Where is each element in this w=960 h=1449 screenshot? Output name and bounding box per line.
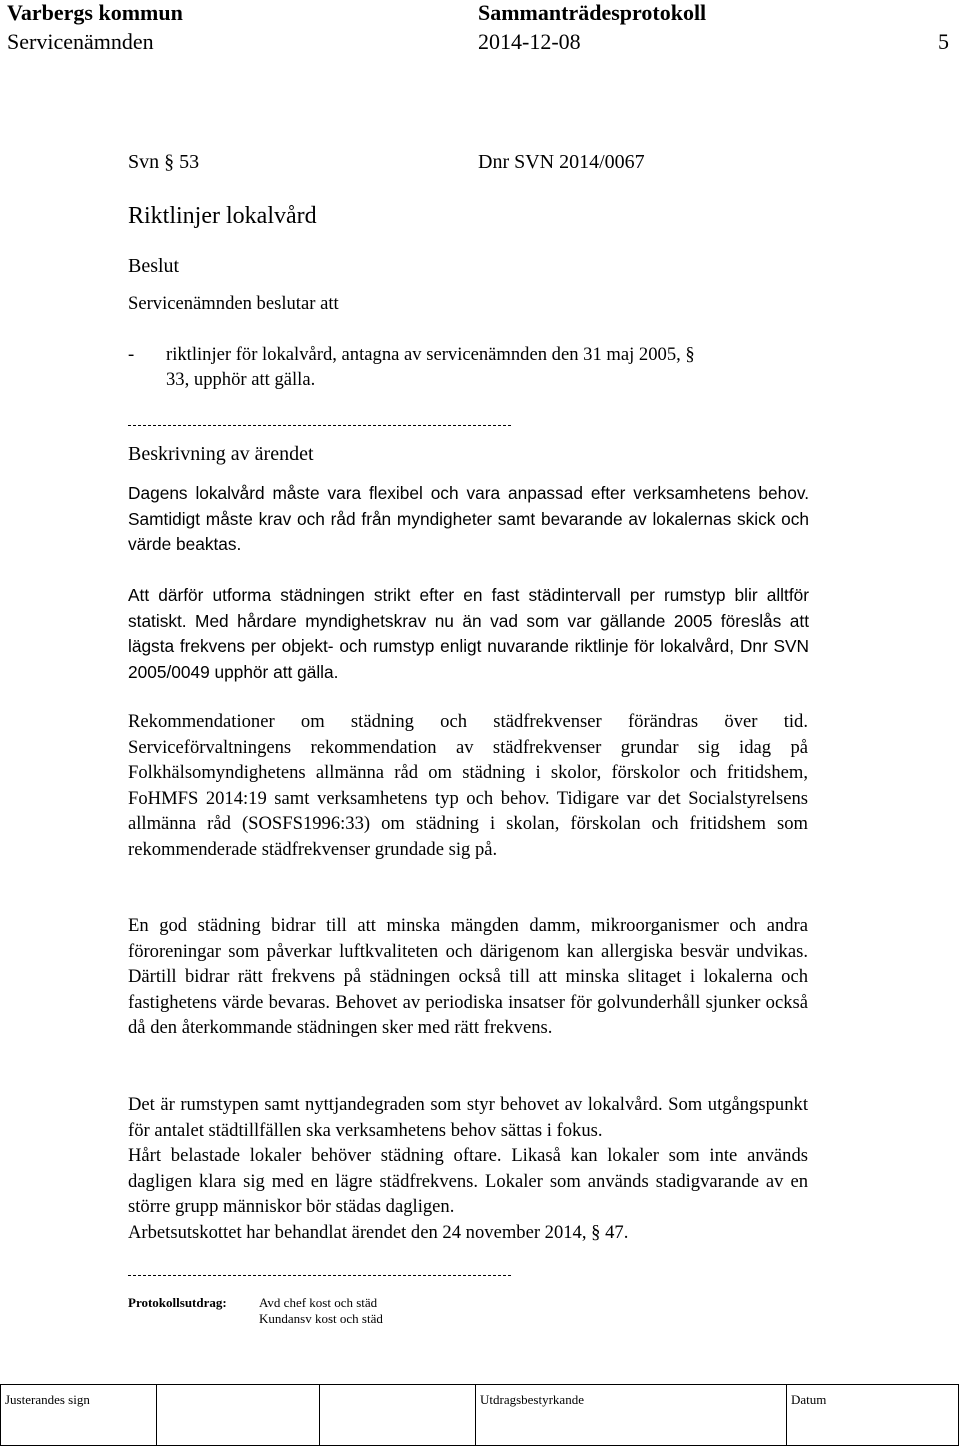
decision-heading: Beslut bbox=[128, 255, 180, 277]
page-title: Riktlinjer lokalvård bbox=[128, 203, 317, 229]
page-number: 5 bbox=[938, 29, 949, 54]
decision-item-line1: riktlinjer för lokalvård, antagna av servicenämnden den 31 maj 2005, § bbox=[166, 344, 695, 365]
date-label: Datum bbox=[791, 1392, 827, 1407]
certification-label: Utdragsbestyrkande bbox=[480, 1392, 584, 1407]
description-heading: Beskrivning av ärendet bbox=[128, 443, 314, 465]
extract-recipient-2: Kundansv kost och städ bbox=[259, 1311, 383, 1326]
certification-cell bbox=[475, 1385, 786, 1445]
description-paragraph-5 bbox=[128, 1092, 808, 1245]
description-paragraph-3: Rekommendationer om städning och städfrekvenser förändras över tid. Serviceförvaltningens rekommendation av städfrekvenser grundar sig idag på Folkhälsomyndighetens allmänna råd om städning i skolor, förskolor och fritidshem, FoHMFS 2014:19 samt verksamhetens typ och behov. Tidigare var det Socialstyrelsens allmänna råd (SOSFS1996:33) om städning i skolan, förskolan och fritidshem som rekommenderade städfrekvenser grundade sig på. bbox=[128, 711, 808, 860]
sign-label: Justerandes sign bbox=[5, 1392, 90, 1407]
separator-line bbox=[128, 425, 511, 426]
sign-cell bbox=[1, 1385, 156, 1445]
signature-footer bbox=[0, 1384, 959, 1446]
description-paragraph-5b: Hårt belastade lokaler behöver städning oftare. Likaså kan lokaler som inte används dagligen klara sig med en lägre städfrekvens. Lokaler som används stadigvarande av en större grupp människor bör städas dagligen. bbox=[128, 1145, 808, 1217]
extract-label: Protokollsutdrag: bbox=[128, 1295, 227, 1310]
description-paragraph-5c: Arbetsutskottet har behandlat ärendet den 24 november 2014, § 47. bbox=[128, 1221, 629, 1243]
sign-cell-3 bbox=[319, 1385, 475, 1445]
committee-name: Servicenämnden bbox=[7, 29, 154, 54]
description-paragraph-5a: Det är rumstypen samt nyttjandegraden som styr behovet av lokalvård. Som utgångspunkt för antalet städtillfällen ska verksamhetens behov sättas i fokus. bbox=[128, 1094, 808, 1141]
case-number: Svn § 53 bbox=[128, 151, 200, 173]
description-paragraph-4: En god städning bidrar till att minska mängden damm, mikroorganismer och andra föroreningar som påverkar luftkvaliteten och därigenom kan allergiska besvär undvikas. Därtill bidrar rätt frekvens på städningen också till att minska slitaget i lokalerna och fastighetens värde bevaras. Behovet av periodiska insatser för golvunderhåll sjunker också då den återkommande städningen sker med rätt frekvens. bbox=[128, 915, 808, 1038]
description-paragraph-1: Dagens lokalvård måste vara flexibel och vara anpassad efter verksamhetens behov. Samtidigt måste krav och råd från myndigheter samt bevarande av lokalernas skick och värde beaktas. bbox=[128, 483, 809, 554]
decision-item-dash: - bbox=[128, 344, 135, 365]
document-type: Sammanträdesprotokoll bbox=[478, 0, 707, 25]
case-dnr: Dnr SVN 2014/0067 bbox=[478, 151, 645, 173]
meeting-date: 2014-12-08 bbox=[478, 29, 581, 54]
sign-cell-2 bbox=[156, 1385, 319, 1445]
date-cell bbox=[786, 1385, 958, 1445]
separator-line-bottom bbox=[128, 1275, 511, 1276]
description-paragraph-2: Att därför utforma städningen strikt efter en fast städintervall per rumstyp blir alltför statiskt. Med hårdare myndighetskrav nu än vad som var gällande 2005 föreslås att lägsta frekvens per objekt- och rumstyp enligt nuvarande riktlinje för lokalvård, Dnr SVN 2005/0049 upphör att gälla. bbox=[128, 585, 809, 682]
decision-item-line2: 33, upphör att gälla. bbox=[166, 369, 316, 390]
decision-intro: Servicenämnden beslutar att bbox=[128, 293, 339, 314]
extract-recipient-1: Avd chef kost och städ bbox=[259, 1295, 378, 1310]
org-name: Varbergs kommun bbox=[7, 0, 183, 25]
